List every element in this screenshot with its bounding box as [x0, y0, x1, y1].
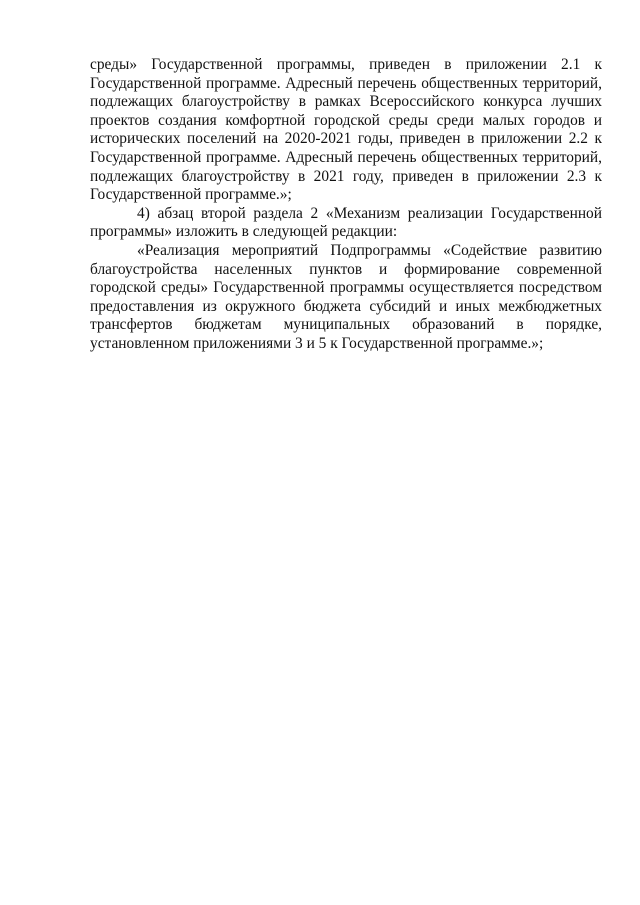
- paragraph-amendment-item-4: 4) абзац второй раздела 2 «Механизм реализации Государственной программы» изложить в следующей редакции:: [90, 204, 602, 241]
- document-page: [90, 56, 602, 354]
- paragraph-new-wording: «Реализация мероприятий Подпрограммы «Содействие развитию благоустройства населенных пунктов и формирование современной городской среды» Государственной программы осуществляется посредством предоставления из окружного бюджета субсидий и иных межбюджетных трансфертов бюджетам муниципальных образований в порядке, установленном приложениями 3 и 5 к Государственной программе.»;: [90, 241, 602, 352]
- paragraph-programme-appendices: среды» Государственной программы, приведен в приложении 2.1 к Государственной программе. Адресный перечень общественных территорий, подлежащих благоустройству в рамках Всероссийского конкурса лучших проектов создания комфортной городской среды среди малых городов и исторических поселений на 2020-2021 годы, приведен в приложении 2.2 к Государственной программе. Адресный перечень общественных территорий, подлежащих благоустройству в 2021 году, приведен в приложении 2.3 к Государственной программе.»;: [90, 56, 602, 204]
